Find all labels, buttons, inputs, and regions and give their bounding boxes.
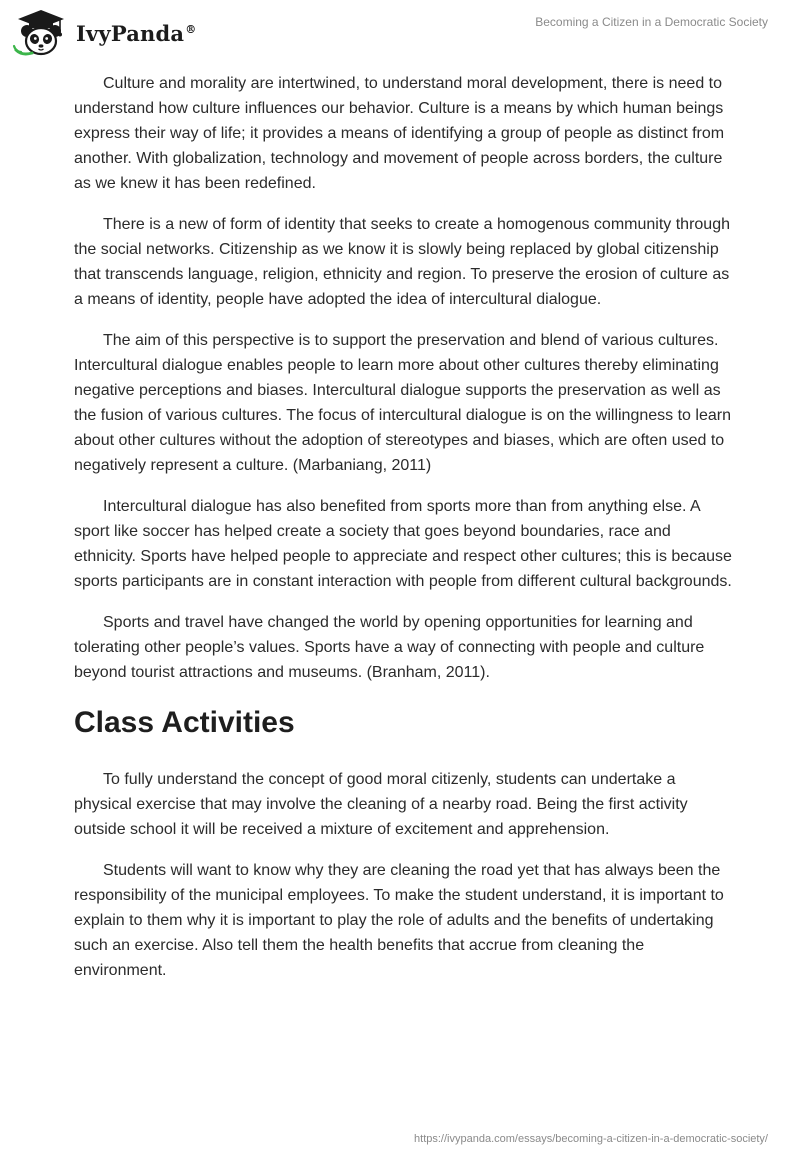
paragraph: Sports and travel have changed the world by opening opportunities for learning and tolerating other people’s values. Sports have a way of connecting with people and culture beyond tourist attractions and museums. (Branham, 2011). [74, 614, 705, 681]
paragraph: The aim of this perspective is to support the preservation and blend of various cultures. Intercultural dialogue enables people to learn more about other cultures thereby eliminating negative perceptions and biases. Intercultural dialogue supports the preservation as well as the fusion of various cultures. The focus of intercultural dialogue is on the willingness to learn about other cultures without the adoption of stereotypes and biases, which are often used to negatively represent a culture. (Marbaniang, 2011) [74, 332, 731, 474]
paragraph: To fully understand the concept of good moral citizenly, students can undertake a physical exercise that may involve the cleaning of a nearby road. Being the first activity outside school it will be received a mixture of excitement and apprehension. [74, 771, 688, 838]
paragraph: Intercultural dialogue has also benefited from sports more than from anything else. A sport like soccer has helped create a society that goes beyond boundaries, race and ethnicity. Sports have helped people to appreciate and respect other cultures; this is because sports participants are in constant interaction with people from different cultural backgrounds. [74, 498, 732, 590]
logo[interactable] [12, 6, 196, 58]
paragraph: There is a new of form of identity that seeks to create a homogenous community through the social networks. Citizenship as we know it is slowly being replaced by global citizenship that transcends language, religion, ethnicity and region. To preserve the erosion of culture as a means of identity, people have adopted the idea of intercultural dialogue. [74, 216, 730, 308]
panda-graduate-icon [12, 6, 70, 58]
page-header [0, 0, 800, 64]
section-heading: Class Activities [74, 706, 295, 739]
essay-content [74, 71, 734, 999]
paragraph: Students will want to know why they are cleaning the road yet that has always been the responsibility of the municipal employees. To make the student understand, it is important to explain to them why it is important to play the role of adults and the benefits of undertaking such an exercise. Also tell them the health benefits that accrue from cleaning the environment. [74, 862, 724, 979]
source-url[interactable]: https://ivypanda.com/essays/becoming-a-citizen-in-a-democratic-society/ [414, 1133, 768, 1145]
document-title: Becoming a Citizen in a Democratic Society [535, 15, 768, 29]
paragraph: Culture and morality are intertwined, to understand moral development, there is need to understand how culture influences our behavior. Culture is a means by which human beings express their way of life; it provides a means of identifying a group of people as distinct from another. With globalization, technology and movement of people across borders, the culture as we knew it has been redefined. [74, 75, 725, 192]
logo-text: IvyPanda® [76, 21, 197, 46]
